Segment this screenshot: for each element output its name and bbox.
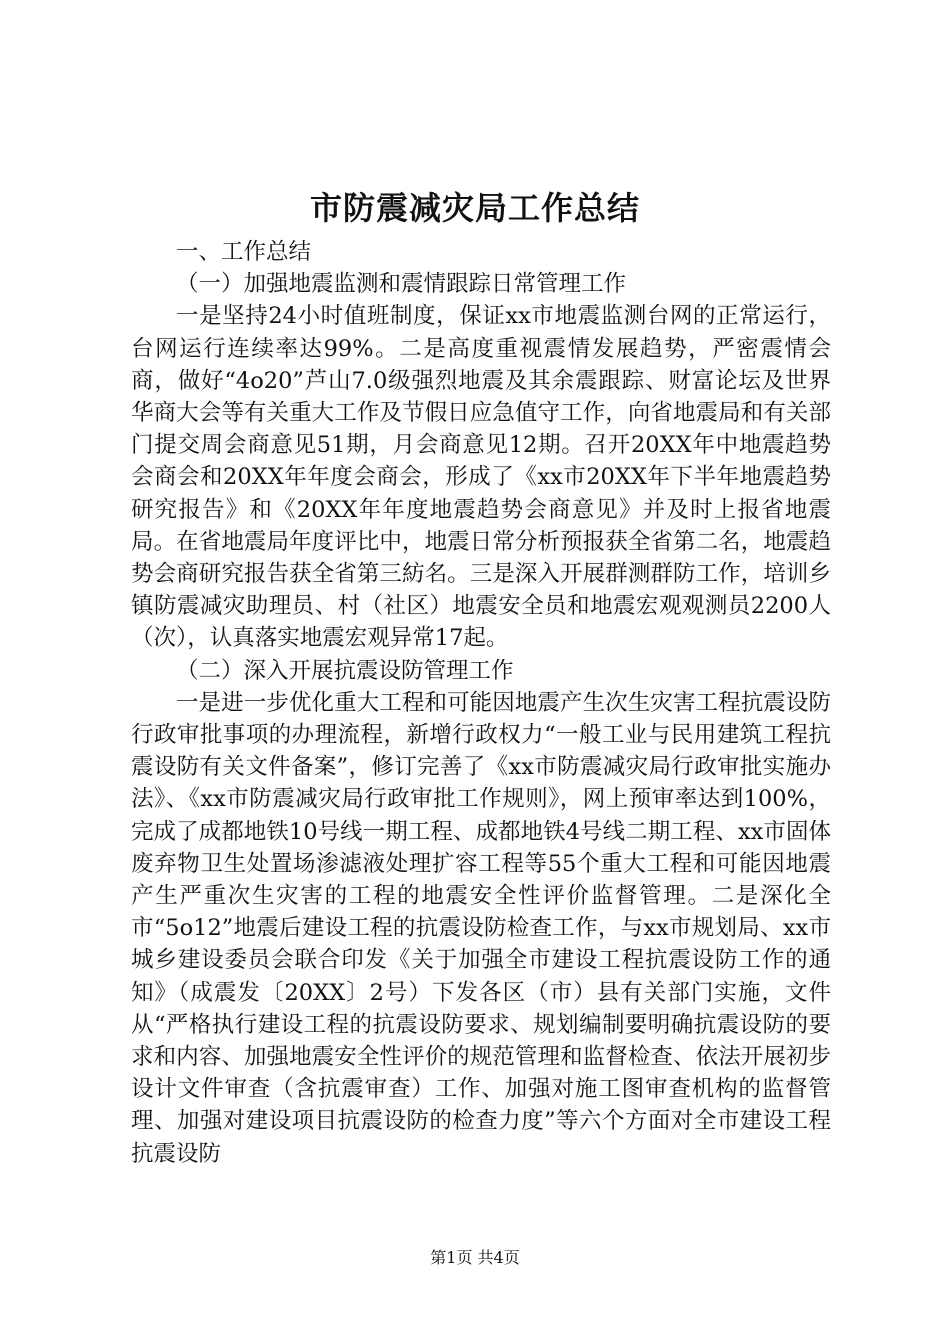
section-heading: 一、工作总结 bbox=[176, 239, 312, 265]
body-paragraph: 一是坚持24小时值班制度，保证xx市地震监测台网的正常运行，台网运行连续率达99%。二是高度重视震情发展趋势，严密震情会商，做好“4o20”芦山7.0级强烈地震及其余震跟踪、财富论坛及世界华商大会等有关重大工作及节假日应急值守工作，向省地震局和有关部门提交周会商意见51期，月会商意见12期。召开20XX年中地震趋势会商会和20XX年年度会商会，形成了《xx市20XX年下半年地震趋势研究报告》和《20XX年年度地震趋势会商意见》并及时上报省地震局。在省地震局年度评比中，地震日常分析预报获全省第二名，地震趋势会商研究报告获全省第三紡名。三是深入开展群测群防工作，培训乡镇防震减灾助理员、村（社区）地震安全员和地震宏观观测员2200人（次），认真落实地震宏观异常17起。 bbox=[131, 303, 831, 652]
document-title: 市防震减灾局工作总结 bbox=[309, 189, 640, 227]
body-paragraph: 一是进一步优化重大工程和可能因地震产生次生灾害工程抗震设防行政审批事项的办理流程，新增行政权力“一般工业与民用建筑工程抗震设防有关文件备案”，修订完善了《xx市防震减灾局行政审批实施办法》、《xx市防震减灾局行政审批工作规则》，网上预审率达到100%，完成了成都地铁10号线一期工程、成都地铁4号线二期工程、xx市固体废弃物卫生处置场渗滤液处理扩容工程等55个重大工程和可能因地震产生严重次生灾害的工程的地震安全性评价监督管理。二是深化全市“5o12”地震后建设工程的抗震设防检查工作，与xx市规划局、xx市城乡建设委员会联合印发《关于加强全市建设工程抗震设防工作的通知》（成震发〔20XX〕2号）下发各区（市）县有关部门实施，文件从“严格执行建设工程的抗震设防要求、规划编制要明确抗震设防的要求和内容、加强地震安全性评价的规范管理和监督检查、依法开展初步设计文件审查（含抗震审查）工作、加强对施工图审查机构的监督管理、加强对建设项目抗震设防的检查力度”等六个方面对全市建设工程抗震设防 bbox=[131, 689, 831, 1167]
page-footer: 第1页 共4页 bbox=[430, 1248, 520, 1267]
subsection-heading: （二）深入开展抗震设防管理工作 bbox=[176, 657, 514, 684]
subsection-heading: （一）加强地震监测和震情跟踪日常管理工作 bbox=[176, 271, 627, 298]
document-body bbox=[131, 236, 831, 1170]
